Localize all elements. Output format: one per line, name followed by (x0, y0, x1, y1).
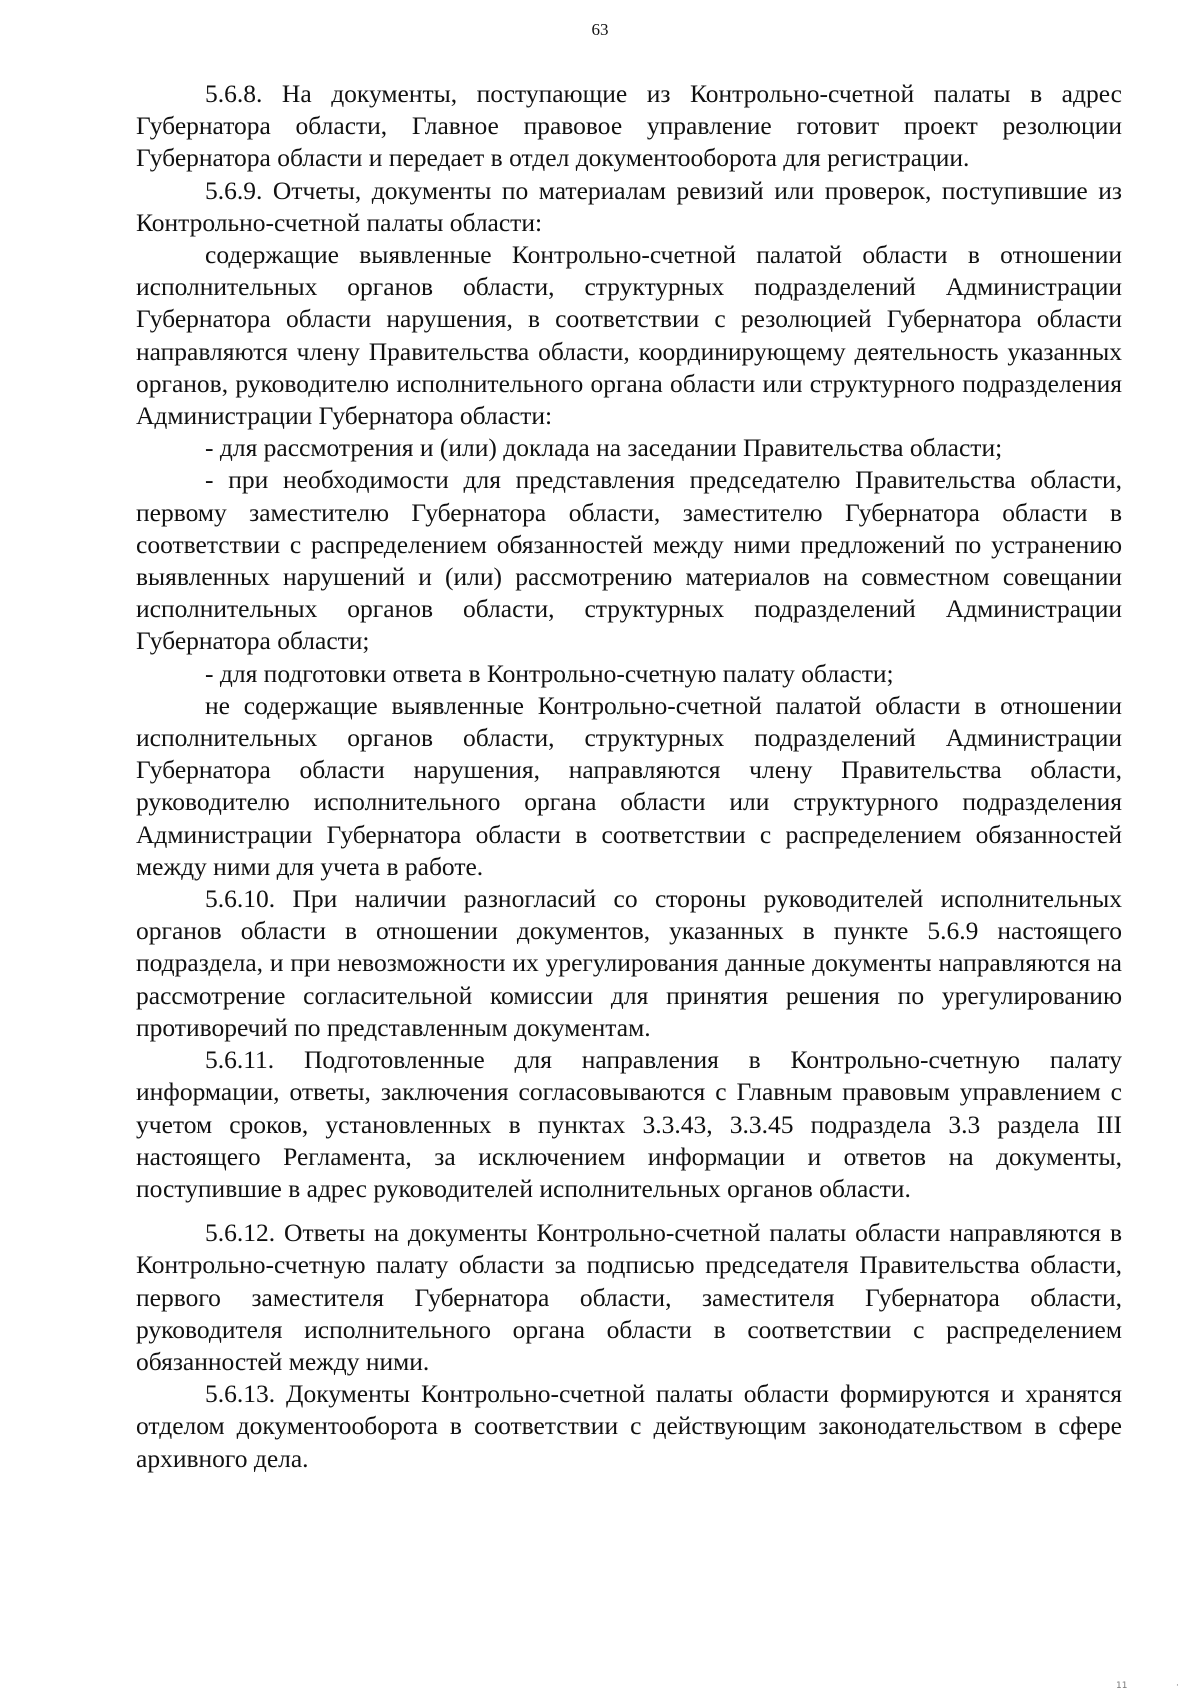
paragraph-5-6-13: 5.6.13. Документы Контрольно-счетной палаты области формируются и хранятся отделом документооборота в соответствии с действующим законодательством в сфере архивного дела. (136, 1379, 1122, 1473)
paragraph-5-6-8: 5.6.8. На документы, поступающие из Контрольно-счетной палаты в адрес Губернатора области, Главное правовое управление готовит проект резолюции Губернатора области и передает в отдел документооборота для регистрации. (136, 79, 1122, 173)
paragraph-5-6-11: 5.6.11. Подготовленные для направления в Контрольно-счетную палату информации, ответы, заключения согласовываются с Главным правовым управлением с учетом сроков, установленных в пунктах 3.3.43, 3.3.45 подраздела 3.3 раздела III настоящего Регламента, за исключением информации и ответов на документы, поступившие в адрес руководителей исполнительных органов области. (136, 1045, 1122, 1203)
list-item-reply: - для подготовки ответа в Контрольно-счетную палату области; (205, 658, 894, 688)
paragraph-with-violations: содержащие выявленные Контрольно-счетной палатой области в отношении исполнительных органов области, структурных подразделений Администрации Губернатора области нарушения, в соответствии с резолюцией Губернатора области направляются члену Правительства области, координирующему деятельность указанных органов, руководителю исполнительного органа области или структурного подразделения Администрации Губернатора области: (136, 240, 1122, 431)
list-item-review: - для рассмотрения и (или) доклада на заседании Правительства области; (205, 433, 1003, 463)
paragraph-5-6-10: 5.6.10. При наличии разногласий со стороны руководителей исполнительных органов области в отношении документов, указанных в пункте 5.6.9 настоящего подраздела, и при невозможности их урегулирования данные документы направляются на рассмотрение согласительной комиссии для принятия решения по урегулированию противоречий по представленным документам. (136, 884, 1122, 1042)
list-item-proposals: - при необходимости для представления председателю Правительства области, первому заместителю Губернатора области, заместителю Губернатора области в соответствии с распределением обязанностей между ними предложений по устранению выявленных нарушений и (или) рассмотрению материалов на совместном совещании исполнительных органов области, структурных подразделений Администрации Губернатора области; (136, 465, 1122, 656)
paragraph-5-6-12: 5.6.12. Ответы на документы Контрольно-счетной палаты области направляются в Контрольно-счетную палату области за подписью председателя Правительства области, первого заместителя Губернатора области, заместителя Губернатора области, руководителя исполнительного органа области в соответствии с распределением обязанностей между ними. (136, 1218, 1122, 1376)
paragraph-without-violations: не содержащие выявленные Контрольно-счетной палатой области в отношении исполнительных органов области, структурных подразделений Администрации Губернатора области нарушения, направляются члену Правительства области, руководителю исполнительного органа области или структурного подразделения Администрации Губернатора области в соответствии с распределением обязанностей между ними для учета в работе. (136, 690, 1122, 881)
scan-edge-mark: 11 (1116, 1681, 1128, 1691)
paragraph-5-6-9: 5.6.9. Отчеты, документы по материалам ревизий или проверок, поступившие из Контрольно-счетной палаты области: (136, 175, 1122, 237)
scan-edge-mark: · (1176, 1681, 1179, 1691)
document-body (136, 78, 1122, 1475)
page-number: 63 (591, 20, 609, 39)
